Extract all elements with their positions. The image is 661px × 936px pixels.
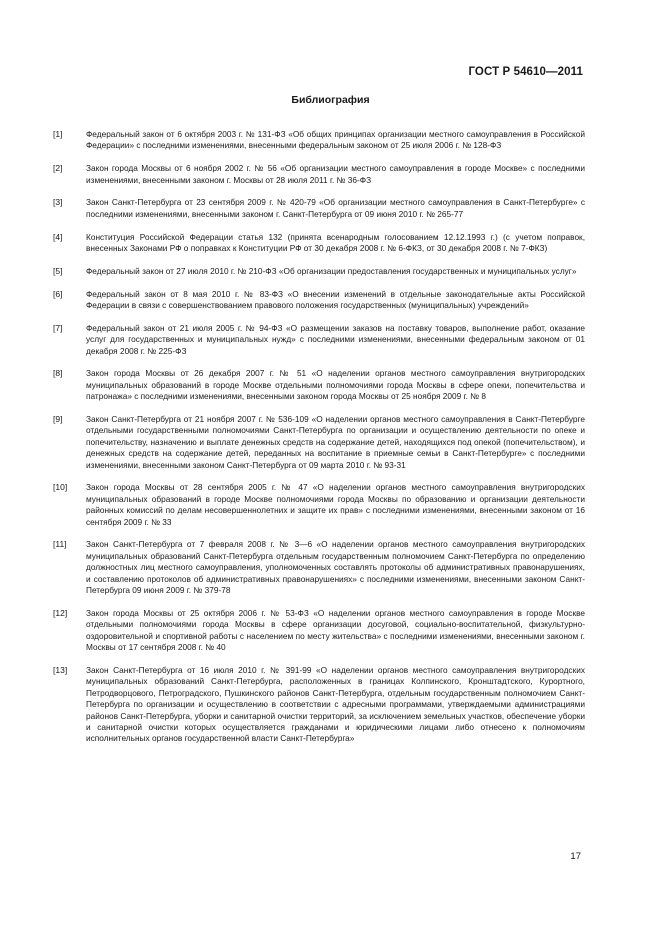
entry-number: [10] <box>53 482 68 493</box>
entry-text: Закон города Москвы от 26 декабря 2007 г. № 51 «О наделении органов местного самоуправления внутригородских муниципальных образований в городе Москве отдельными полномочиями города Москвы в сфере опеки, попечительства и патронажа» с последними изменениями, внесенными законом города Москвы от 25 ноября 2009 г. № 8 <box>86 368 585 402</box>
entry-number: [7] <box>53 322 63 333</box>
entry-text: Конституция Российской Федерации статья 132 (принята всенародным голосованием 12.12.1993 г.) (с учетом поправок, внесенных Законами РФ о поправках к Конституции РФ от 30 декабря 2008 г. № 6-ФКЗ, от 30 декабря 2008 г. № 7-ФКЗ) <box>86 231 585 254</box>
entry-number: [11] <box>53 539 67 550</box>
entry-text: Закон Санкт-Петербурга от 21 ноября 2007 г. № 536-109 «О наделении органов местного самоуправления в Санкт-Петербурге отдельными государственными полномочиями Санкт-Петербурга по организации и осуществлению деятельности по опеке и попечительству, назначению и выплате денежных средств на содержание детей, находящихся под опекой (попечительством), и денежных средств на содержание детей, переданных на воспитание в приемные семьи в Санкт-Петербурге» с последними изменениями, внесенными законом Санкт-Петербурга от 09 марта 2010 г. № 93-31 <box>86 414 585 470</box>
page-number: 17 <box>570 851 581 862</box>
bibliography-entry <box>53 197 585 220</box>
entry-number: [8] <box>53 368 63 379</box>
bibliography-entry <box>53 368 585 402</box>
bibliography-entry <box>53 289 585 312</box>
entry-text: Закон города Москвы от 6 ноября 2002 г. № 56 «Об организации местного самоуправления в городе Москве» с последними изменениями, внесенными законом г. Москвы от 28 июля 2011 г. № 36-ФЗ <box>86 163 585 185</box>
entry-number: [13] <box>53 664 68 675</box>
entry-text: Федеральный закон от 6 октября 2003 г. № 131-ФЗ «Об общих принципах организации местного самоуправления в Российской Федерации» с последними изменениями, внесенными федеральным законом от 25 июля 2006 г. № 128-ФЗ <box>86 129 585 151</box>
entry-text: Закон Санкт-Петербурга от 23 сентября 2009 г. № 420-79 «Об организации местного самоуправления в Санкт-Петербурге» с последними изменениями, внесенными законом г. Санкт-Петербурга от 09 июня 2010 г. № 265-77 <box>86 197 585 219</box>
bibliography-list <box>53 129 585 756</box>
bibliography-entry <box>53 608 585 654</box>
entry-number: [3] <box>53 197 63 208</box>
entry-number: [5] <box>53 265 63 276</box>
entry-number: [9] <box>53 414 63 425</box>
bibliography-entry <box>53 266 585 277</box>
entry-text: Закон Санкт-Петербурга от 7 февраля 2008 г. № 3—6 «О наделении органов местного самоуправления внутригородских муниципальных образований Санкт-Петербурга отдельным государственным полномочием Санкт-Петербурга по определению должностных лиц местного самоуправления, уполномоченных составлять протоколы об административных правонарушениях, и составлению протоколов об административных правонарушениях» с последними изменениями, внесенными законом Санкт-Петербурга 09 июня 2009 г. № 379-78 <box>86 539 585 596</box>
bibliography-entry <box>53 232 585 255</box>
bibliography-entry <box>53 539 585 596</box>
bibliography-entry <box>53 665 585 745</box>
bibliography-entry <box>53 163 585 186</box>
entry-number: [12] <box>53 607 68 618</box>
entry-text: Федеральный закон от 8 мая 2010 г. № 83-ФЗ «О внесении изменений в отдельные законодательные акты Российской Федерации в связи с совершенствованием правового положения государственных (муниципальных) учреждений» <box>86 288 585 311</box>
entry-text: Закон Санкт-Петербурга от 16 июля 2010 г. № 391-99 «О наделении органов местного самоуправления внутригородских муниципальных образований Санкт-Петербурга, расположенных в границах Колпинского, Кронштадтского, Курортного, Петродворцового, Петроградского, Пушкинского районов Санкт-Петербурга, отдельным государственным полномочием Санкт-Петербурга по организации и осуществлению в соответствии с адресными программами, утверждаемыми администрациями районов Санкт-Петербурга, уборки и санитарной очистки территорий, за исключением земельных участков, обеспечение уборки и санитарной очистки которых осуществляется гражданами и юридическими лицами либо отнесено к полномочиям исполнительных органов государственной власти Санкт-Петербурга» <box>86 664 585 744</box>
entry-text: Федеральный закон от 27 июля 2010 г. № 210-ФЗ «Об организации предоставления государственных и муниципальных услуг» <box>86 265 577 276</box>
entry-number: [4] <box>53 231 63 242</box>
page-title: Библиография <box>291 94 370 106</box>
bibliography-entry <box>53 482 585 528</box>
entry-text: Закон города Москвы от 28 сентября 2005 г. № 47 «О наделении органов местного самоуправления внутригородских муниципальных образований в городе Москве полномочиями города Москвы по образованию и организации деятельности районных комиссий по делам несовершеннолетних и защите их прав» с последними изменениями, внесенными законом от 16 сентября 2009 г. № 33 <box>86 482 585 527</box>
entry-text: Закон города Москвы от 25 октября 2006 г. № 53-ФЗ «О наделении органов местного самоуправления в городе Москве отдельными полномочиями города Москвы в сфере организации досуговой, социально-воспитательной, физкультурно-оздоровительной и спортивной работы с населением по месту жительства» с последними изменениями, внесенными законом г. Москвы от 17 сентября 2008 г. № 40 <box>86 607 585 653</box>
entry-number: [2] <box>53 163 63 174</box>
bibliography-entry <box>53 323 585 357</box>
bibliography-entry <box>53 129 585 152</box>
bibliography-entry <box>53 414 585 471</box>
entry-text: Федеральный закон от 21 июля 2005 г. № 94-ФЗ «О размещении заказов на поставку товаров, выполнение работ, оказание услуг для государственных и муниципальных нужд» с последними изменениями, внесенными федеральным законом от 01 декабря 2008 г. № 225-ФЗ <box>86 322 585 356</box>
entry-number: [6] <box>53 288 63 299</box>
entry-number: [1] <box>53 129 63 139</box>
document-code: ГОСТ Р 54610—2011 <box>468 66 583 78</box>
